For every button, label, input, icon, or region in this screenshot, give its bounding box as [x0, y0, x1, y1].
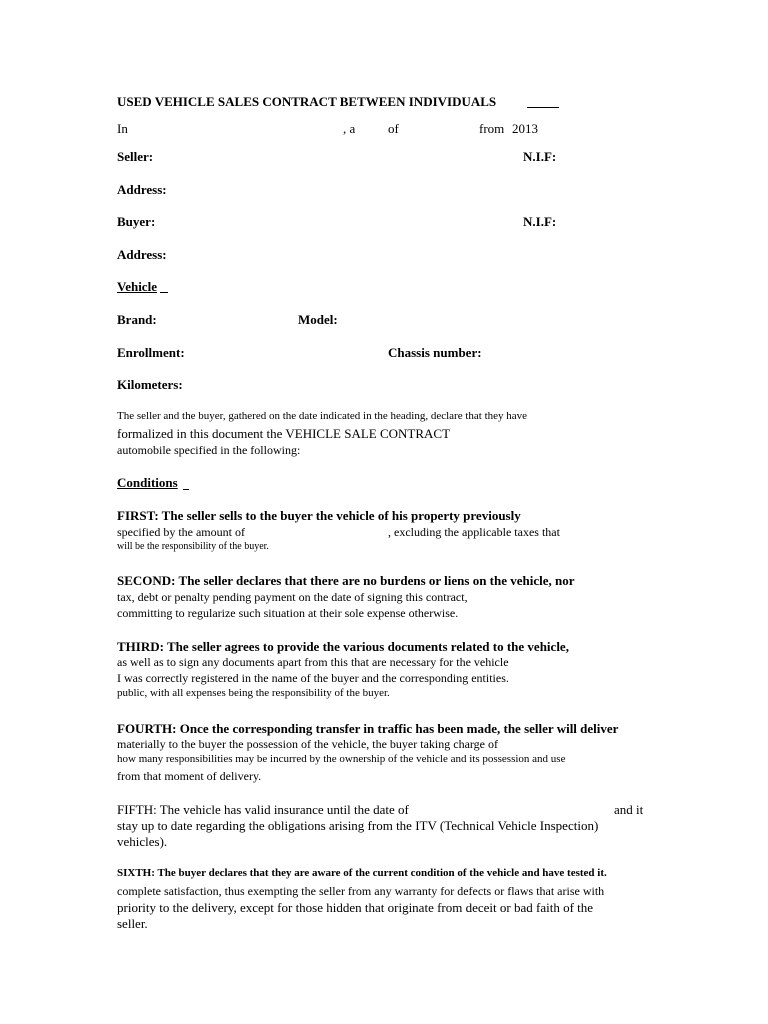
fourth-clause-line-1: FOURTH: Once the corresponding transfer in traffic has been made, the seller will deliver: [117, 721, 619, 736]
brand-label: Brand:: [117, 312, 157, 327]
buyer-label: Buyer:: [117, 214, 156, 229]
vehicle-heading-underline: [160, 292, 168, 293]
third-clause-line-4: public, with all expenses being the responsibility of the buyer.: [117, 687, 390, 699]
day-label: , a: [343, 121, 356, 136]
chassis-number-label: Chassis number:: [388, 345, 482, 360]
first-clause-line-3: will be the responsibility of the buyer.: [117, 541, 269, 552]
second-clause-line-3: committing to regularize such situation at their sole expense otherwise.: [117, 606, 459, 620]
first-clause-line-2b: , excluding the applicable taxes that: [388, 525, 560, 539]
year-value: 2013: [512, 121, 538, 136]
seller-label: Seller:: [117, 149, 154, 164]
intro-line-3: automobile specified in the following:: [117, 443, 301, 457]
third-clause-line-1: THIRD: The seller agrees to provide the various documents related to the vehicle,: [117, 639, 569, 654]
title-underline: [527, 107, 559, 108]
fifth-clause-line-3: vehicles).: [117, 834, 168, 849]
fifth-clause-line-1a: FIFTH: The vehicle has valid insurance until the date of: [117, 802, 409, 817]
buyer-nif-label: N.I.F:: [523, 214, 557, 229]
conditions-heading-underline: [183, 489, 189, 490]
sixth-clause-line-3: priority to the delivery, except for those hidden that originate from deceit or bad faith of the: [117, 900, 594, 915]
vehicle-heading: Vehicle: [117, 279, 157, 294]
fourth-clause-line-3: how many responsibilities may be incurred by the ownership of the vehicle and its possession and use: [117, 753, 566, 765]
document-title: USED VEHICLE SALES CONTRACT BETWEEN INDIVIDUALS: [117, 94, 497, 109]
first-clause-line-1: FIRST: The seller sells to the buyer the vehicle of his property previously: [117, 508, 521, 523]
sixth-clause-line-2: complete satisfaction, thus exempting the seller from any warranty for defects or flaws that arise with: [117, 884, 605, 898]
fourth-clause-line-4: from that moment of delivery.: [117, 769, 262, 783]
fifth-clause-line-1b: and it: [614, 802, 644, 817]
third-clause-line-3: I was correctly registered in the name of the buyer and the corresponding entities.: [117, 671, 509, 685]
first-clause-line-2a: specified by the amount of: [117, 525, 245, 539]
intro-line-2: formalized in this document the VEHICLE SALE CONTRACT: [117, 426, 451, 441]
second-clause-line-1: SECOND: The seller declares that there are no burdens or liens on the vehicle, nor: [117, 573, 575, 588]
second-clause-line-2: tax, debt or penalty pending payment on the date of signing this contract,: [117, 590, 468, 604]
fifth-clause-line-2: stay up to date regarding the obligations arising from the ITV (Technical Vehicle Inspection): [117, 818, 599, 833]
conditions-heading: Conditions: [117, 475, 178, 490]
intro-line-1: The seller and the buyer, gathered on the date indicated in the heading, declare that they have: [117, 410, 528, 422]
sixth-clause-line-1: SIXTH: The buyer declares that they are aware of the current condition of the vehicle and have tested it.: [117, 867, 607, 879]
month-label: of: [388, 121, 399, 136]
seller-nif-label: N.I.F:: [523, 149, 557, 164]
seller-address-label: Address:: [117, 182, 167, 197]
fourth-clause-line-2: materially to the buyer the possession of the vehicle, the buyer taking charge of: [117, 737, 498, 751]
kilometers-label: Kilometers:: [117, 377, 183, 392]
buyer-address-label: Address:: [117, 247, 167, 262]
enrollment-label: Enrollment:: [117, 345, 185, 360]
place-label: In: [117, 121, 128, 136]
from-label: from: [479, 121, 505, 136]
sixth-clause-line-4: seller.: [117, 916, 148, 931]
model-label: Model:: [298, 312, 338, 327]
third-clause-line-2: as well as to sign any documents apart from this that are necessary for the vehicle: [117, 655, 509, 669]
